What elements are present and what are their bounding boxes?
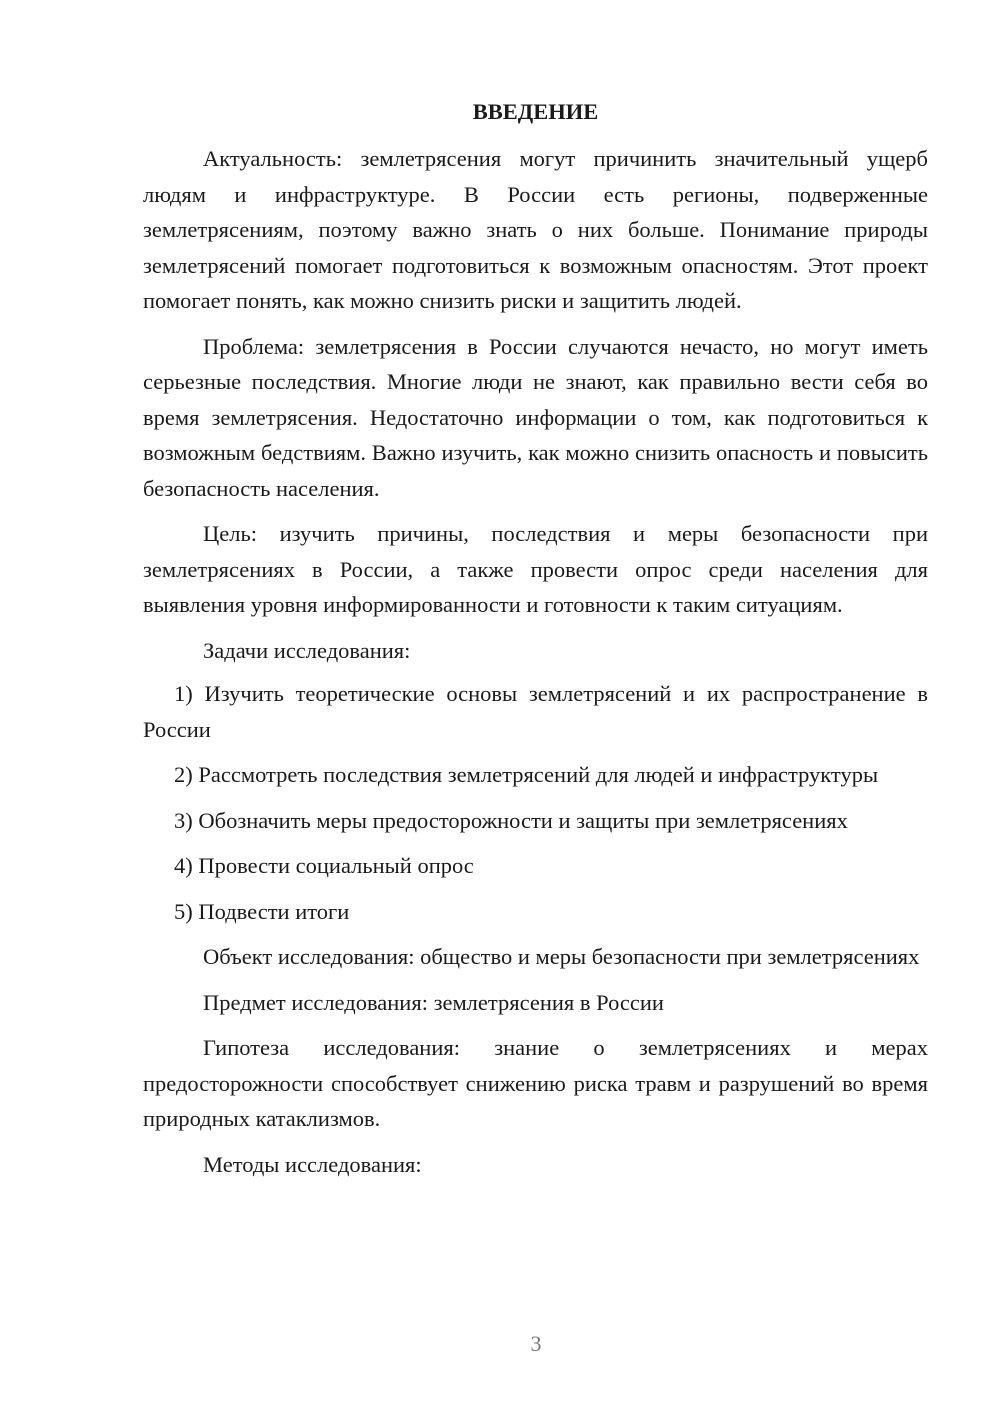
paragraph-hypothesis: Гипотеза исследования: знание о землетрясениях и мерах предосторожности способствует снижению риска травм и разрушений во время природных катаклизмов. [143, 1035, 928, 1131]
task-item-2: 2) Рассмотреть последствия землетрясений для людей и инфраструктуры [174, 762, 879, 787]
tasks-heading: Задачи исследования: [203, 637, 411, 663]
paragraph-relevance: Актуальность: землетрясения могут причинить значительный ущерб людям и инфраструктуре. В России есть регионы, подверженные землетрясениям, поэтому важно знать о них больше. Понимание природы землетрясений помогает подготовиться к возможным опасностям. Этот проект помогает понять, как можно снизить риски и защитить людей. [143, 146, 928, 313]
methods-heading: Методы исследования: [203, 1151, 422, 1177]
page-content [143, 94, 928, 1192]
task-item-5: 5) Подвести итоги [174, 898, 350, 924]
paragraph-object: Объект исследования: общество и меры безопасности при землетрясениях [203, 944, 920, 969]
page-number: 3 [530, 1331, 542, 1356]
task-item-4: 4) Провести социальный опрос [174, 853, 474, 878]
task-item-3: 3) Обозначить меры предосторожности и защиты при землетрясениях [174, 807, 848, 833]
paragraph-subject: Предмет исследования: землетрясения в России [203, 989, 664, 1015]
task-item-1: 1) Изучить теоретические основы землетрясений и их распространение в России [143, 681, 928, 742]
paragraph-goal: Цель: изучить причины, последствия и меры безопасности при землетрясениях в России, а также провести опрос среди населения для выявления уровня информированности и готовности к таким ситуациям. [143, 521, 928, 617]
paragraph-problem: Проблема: землетрясения в России случаются нечасто, но могут иметь серьезные последствия. Многие люди не знают, как правильно вести себя во время землетрясения. Недостаточно информации о том, как подготовиться к возможным бедствиям. Важно изучить, как можно снизить опасность и повысить безопасность населения. [143, 333, 928, 501]
section-title: ВВЕДЕНИЕ [472, 99, 599, 124]
